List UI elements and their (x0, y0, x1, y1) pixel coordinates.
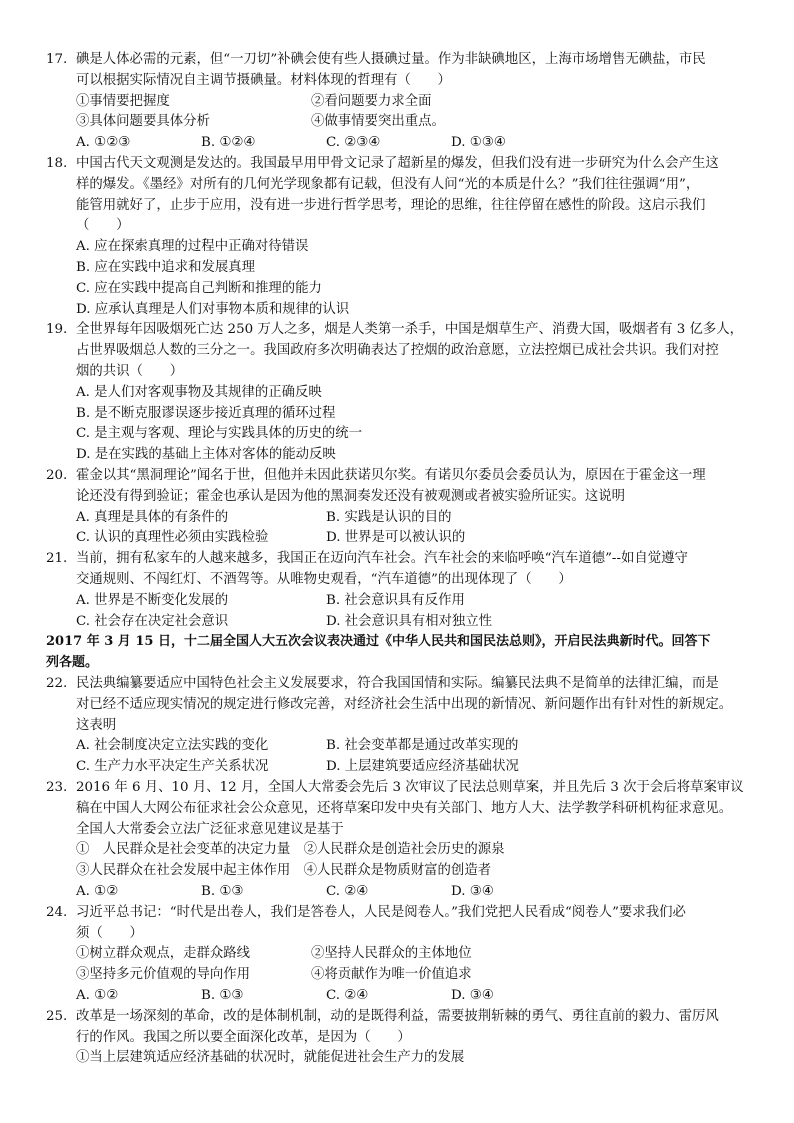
question-stem-text: 占世界吸烟总人数的三分之一。我国政府多次明确表达了控烟的政治意愿，立法控烟已成社会共识。我们对控 (76, 343, 719, 359)
question-24 (46, 903, 761, 1007)
answer-choice: C. ②④ (326, 883, 369, 899)
text-line (46, 362, 761, 383)
question-stem-text: 能管用就好了，止步于应用，没有进一步进行哲学思考，理论的思维，往往停留在感性的阶段。这启示我们 (76, 197, 706, 213)
text-line (46, 944, 761, 965)
question-stem-text: 须（ ） (76, 925, 143, 941)
answer-option: C. 认识的真理性必须由实践检验 (76, 530, 269, 546)
text-line (46, 1048, 761, 1069)
answer-choice: B. ①②④ (201, 135, 256, 151)
question-17 (46, 50, 761, 154)
answer-option: B. 社会变革都是通过改革实现的 (326, 738, 519, 754)
question-stem-text: 这表明 (76, 717, 117, 733)
question-number: 17. (46, 52, 68, 67)
text-line (46, 341, 761, 362)
answer-choice: D. ①③④ (451, 135, 506, 151)
question-stem-text: 中国古代天文观测是发达的。我国最早用甲骨文记录了超新星的爆发，但我们没有进一步研究为什么会产生这 (76, 156, 719, 171)
statement-item: ②坚持人民群众的主体地位 (311, 946, 472, 962)
text-line (46, 799, 761, 820)
text-line (46, 1028, 761, 1049)
question-number: 24. (46, 904, 68, 920)
text-line (46, 965, 761, 986)
text-line (46, 258, 761, 279)
text-line (46, 778, 761, 799)
text-line (46, 695, 761, 716)
question-stem-text: 烟的共识（ ） (76, 363, 184, 379)
question-number: 18. (46, 156, 68, 171)
text-line (46, 133, 761, 154)
answer-option: A. 应在探索真理的过程中正确对待错误 (76, 239, 309, 255)
question-stem-text: 全世界每年因吸烟死亡达 250 万人之多，烟是人类第一杀手，中国是烟草生产、消费大国，吸烟者有 3 亿多人， (76, 322, 744, 338)
question-stem-text: 稿在中国人大网公布征求社会公众意见，还将草案印发中央有关部门、地方人大、法学教学科研机构征求意见。 (76, 800, 733, 816)
statement-item: ④做事情要突出重点。 (311, 114, 445, 130)
text-line (46, 508, 761, 529)
intro-text: 2017 年 3 月 15 日，十二届全国人大五次会议表决通过《中华人民共和国民法总则》，开启民法典新时代。回答下 (46, 634, 711, 650)
answer-option: B. 是不断克服谬误逐步接近真理的循环过程 (76, 405, 336, 421)
answer-choice: D. ③④ (451, 883, 494, 899)
question-stem-text: 对已经不适应现实情况的规定进行修改完善，对经济社会生活中出现的新情况、新问题作出有针对性的新规定。 (76, 696, 733, 712)
question-stem-text: 霍金以其“黑洞理论”闻名于世，但他并未因此获诺贝尔奖。有诺贝尔委员会委员认为，原因在于霍金这一理 (76, 468, 706, 483)
text-line (46, 383, 761, 404)
question-stem-text: 行的作风。我国之所以要全面深化改革，是因为（ ） (76, 1029, 411, 1045)
question-number: 22. (46, 676, 68, 691)
answer-option: B. 实践是认识的目的 (326, 509, 452, 525)
text-line (46, 424, 761, 445)
intro-text: 列各题。 (46, 655, 99, 671)
question-22 (46, 674, 761, 778)
text-line (46, 986, 761, 1007)
question-stem-text: 碘是人体必需的元素，但“一刀切”补碘会使有些人摄碘过量。作为非缺碘地区，上海市场增售无碘盐，市民 (76, 52, 706, 67)
statement-item: ③坚持多元价值观的导向作用 (76, 967, 251, 983)
answer-option: C. 社会存在决定社会意识 (76, 613, 229, 629)
section-intro (46, 632, 761, 674)
text-line (46, 757, 761, 778)
statement-item: ①树立群众观点，走群众路线 (76, 946, 251, 962)
answer-choice: C. ②④ (326, 987, 369, 1003)
question-stem-text: 样的爆发。《墨经》对所有的几何光学现象都有记载，但没有人问“光的本质是什么？”我们往往强调“用”， (76, 176, 700, 192)
statement-item: ④将贡献作为唯一价值追求 (311, 967, 472, 983)
question-18 (46, 154, 761, 320)
text-line (46, 736, 761, 757)
question-20 (46, 466, 761, 549)
question-stem-text: 交通规则、不闯红灯、不酒驾等。从唯物史观看，“汽车道德”的出现体现了（ ） (76, 571, 572, 587)
question-number: 21. (46, 551, 68, 567)
question-23 (46, 778, 761, 903)
statement-item: ③具体问题要具体分析 (76, 114, 210, 130)
answer-choice: B. ①③ (201, 883, 244, 899)
answer-choice: A. ①②③ (76, 135, 131, 151)
answer-option: A. 世界是不断变化发展的 (76, 592, 229, 608)
statement-item: ①当上层建筑适应经济基础的状况时，就能促进社会生产力的发展 (76, 1050, 465, 1066)
answer-option: B. 应在实践中追求和发展真理 (76, 259, 256, 275)
statement-item: ③人民群众在社会发展中起主体作用 ④人民群众是物质财富的创造者 (76, 863, 492, 879)
text-line (46, 404, 761, 425)
answer-option: A. 社会制度决定立法实践的变化 (76, 738, 269, 754)
text-line (46, 549, 761, 570)
text-line (46, 632, 761, 653)
answer-option: D. 社会意识具有相对独立性 (326, 613, 493, 629)
text-line (46, 612, 761, 633)
question-19 (46, 320, 761, 466)
question-stem-text: 改革是一场深刻的革命，改的是体制机制，动的是既得利益，需要披荆斩棘的勇气、勇往直前的毅力、雷厉风 (76, 1008, 719, 1024)
answer-option: B. 社会意识具有反作用 (326, 592, 465, 608)
question-stem-text: 习近平总书记：“时代是出卷人，我们是答卷人，人民是阅卷人。”我们党把人民看成“阅卷人”要求我们必 (76, 904, 686, 920)
text-line (46, 112, 761, 133)
answer-choice: A. ①② (76, 987, 119, 1003)
text-line (46, 674, 761, 695)
text-line (46, 154, 761, 175)
text-line (46, 653, 761, 674)
question-25 (46, 1007, 761, 1069)
text-line (46, 882, 761, 903)
question-stem-text: 民法典编纂要适应中国特色社会主义发展要求，符合我国国情和实际。编纂民法典不是简单的法律汇编，而是 (76, 676, 719, 691)
question-number: 23. (46, 780, 68, 795)
text-line (46, 237, 761, 258)
text-line (46, 487, 761, 508)
question-stem-text: （ ） (76, 218, 130, 234)
text-line (46, 924, 761, 945)
text-line (46, 820, 761, 841)
question-stem-text: 可以根据实际情况自主调节摄碘量。材料体现的哲理有（ ） (76, 72, 451, 88)
answer-option: A. 真理是具体的有条件的 (76, 509, 229, 525)
answer-option: D. 应承认真理是人们对事物本质和规律的认识 (76, 301, 350, 317)
statement-item: ②看问题要力求全面 (311, 93, 432, 109)
text-line (46, 71, 761, 92)
answer-option: D. 世界是可以被认识的 (326, 530, 466, 546)
text-line (46, 320, 761, 341)
answer-choice: C. ②③④ (326, 135, 381, 151)
text-line (46, 216, 761, 237)
answer-option: C. 是主观与客观、理论与实践具体的历史的统一 (76, 426, 363, 442)
question-stem-text: 论还没有得到验证；霍金也承认是因为他的黑洞奏发还没有被观测或者被实验所证实。这说明 (76, 488, 626, 504)
answer-option: D. 是在实践的基础上主体对客体的能动反映 (76, 447, 336, 463)
text-line (46, 716, 761, 737)
statement-item: ① 人民群众是社会变革的决定力量 ②人民群众是创造社会历史的源泉 (76, 842, 505, 858)
question-stem-text: 2016 年 6 月、10 月、12 月，全国人大常委会先后 3 次审议了民法总则草案，并且先后 3 次于会后将草案审议 (76, 780, 744, 795)
question-21 (46, 549, 761, 632)
question-number: 19. (46, 322, 68, 338)
question-number: 25. (46, 1008, 68, 1024)
answer-option: A. 是人们对客观事物及其规律的正确反映 (76, 384, 322, 400)
text-line (46, 1007, 761, 1028)
text-line (46, 466, 761, 487)
question-stem-text: 全国人大常委会立法广泛征求意见建议是基于 (76, 821, 344, 837)
answer-choice: B. ①③ (201, 987, 244, 1003)
text-line (46, 50, 761, 71)
answer-choice: D. ③④ (451, 987, 494, 1003)
answer-option: D. 上层建筑要适应经济基础状况 (326, 759, 519, 775)
statement-item: ①事情要把握度 (76, 93, 170, 109)
text-line (46, 903, 761, 924)
text-line (46, 175, 761, 196)
text-line (46, 92, 761, 113)
answer-option: C. 应在实践中提高自己判断和推理的能力 (76, 280, 322, 296)
question-number: 20. (46, 468, 68, 483)
text-line (46, 570, 761, 591)
text-line (46, 196, 761, 217)
text-line (46, 591, 761, 612)
text-line (46, 861, 761, 882)
text-line (46, 445, 761, 466)
text-line (46, 279, 761, 300)
text-line (46, 528, 761, 549)
text-line (46, 300, 761, 321)
answer-option: C. 生产力水平决定生产关系状况 (76, 759, 269, 775)
answer-choice: A. ①② (76, 883, 119, 899)
question-stem-text: 当前，拥有私家车的人越来越多，我国正在迈向汽车社会。汽车社会的来临呼唤“汽车道德”--如自觉遵守 (76, 551, 688, 567)
text-line (46, 840, 761, 861)
